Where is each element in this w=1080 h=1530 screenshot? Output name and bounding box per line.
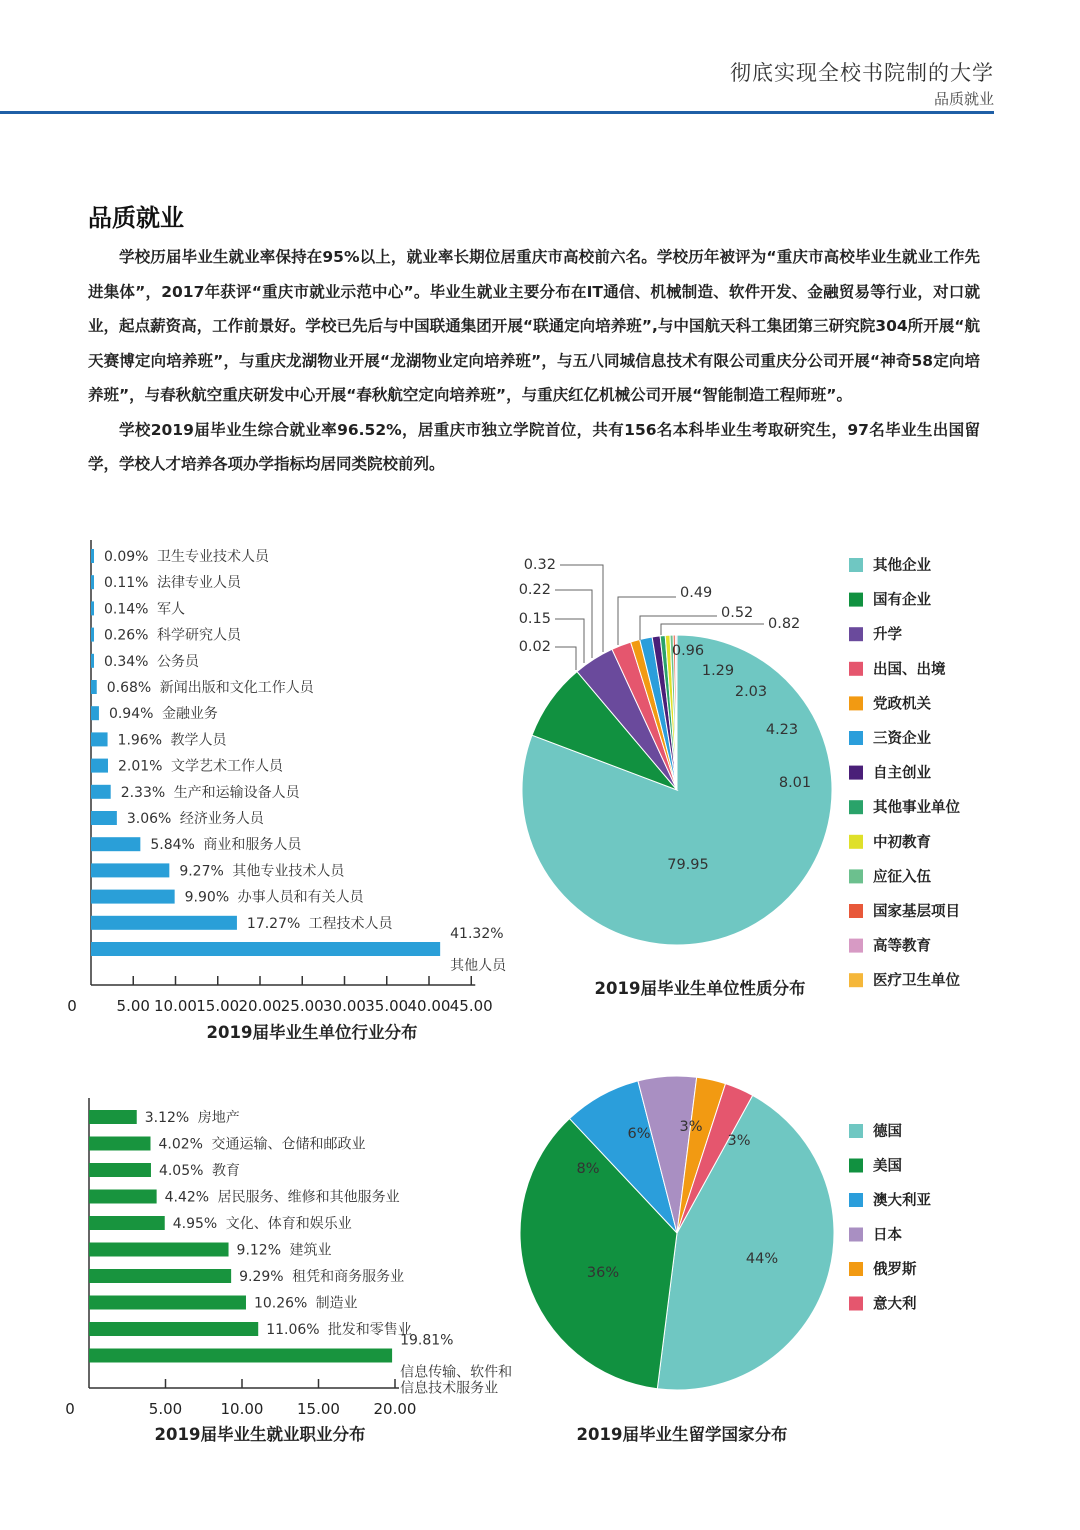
legend-swatch xyxy=(849,627,863,641)
pie-slice-label: 0.22 xyxy=(518,582,551,598)
bar xyxy=(89,1216,165,1230)
pie-slice-label: 4.23 xyxy=(765,722,799,738)
x-tick-label: 15.00 xyxy=(297,1400,340,1418)
pie-slice-label: 0.32 xyxy=(523,557,556,573)
bar-category-label: 军人 xyxy=(157,601,185,618)
bar xyxy=(91,575,94,589)
legend-swatch xyxy=(849,731,863,745)
pie-slice-label: 0.82 xyxy=(768,616,801,632)
bar-value-label: 0.26% xyxy=(104,627,149,644)
legend-label: 医疗卫生单位 xyxy=(873,973,960,990)
bar xyxy=(91,706,99,720)
bar xyxy=(89,1349,392,1363)
header-title: 彻底实现全校书院制的大学 xyxy=(730,61,994,85)
legend-label: 美国 xyxy=(873,1158,902,1175)
pie-slice-label: 36% xyxy=(586,1265,620,1281)
pie-slice-label: 0.15 xyxy=(518,611,551,627)
bar-category-label: 其他专业技术人员 xyxy=(232,863,345,880)
bar xyxy=(89,1190,157,1204)
legend-swatch xyxy=(849,835,863,849)
legend-label: 三资企业 xyxy=(873,731,931,747)
bar-value-label: 11.06% xyxy=(266,1322,320,1338)
bar xyxy=(89,1269,231,1283)
bar-category-label: 卫生专业技术人员 xyxy=(157,549,269,565)
bar-value-label: 9.29% xyxy=(239,1269,284,1285)
pie-slice-label: 8% xyxy=(576,1161,600,1177)
legend-swatch xyxy=(849,1124,863,1138)
legend-swatch xyxy=(849,904,863,918)
bar xyxy=(89,1110,137,1124)
x-tick-label: 10.00 xyxy=(220,1400,264,1418)
bar xyxy=(91,863,169,877)
legend-swatch xyxy=(849,939,863,953)
x-tick-label: 0 xyxy=(67,997,77,1015)
legend-swatch xyxy=(849,1297,863,1311)
paragraph-2: 学校2019届毕业生综合就业率96.52%，居重庆市独立学院首位，共有156名本科毕业生考取研究生，97名毕业生出国留学，学校人才培养各项办学指标均居同类院校前列。 xyxy=(88,420,980,473)
bar-value-label: 4.42% xyxy=(164,1189,210,1206)
bar xyxy=(91,680,97,694)
bar-category-label: 其他人员 xyxy=(450,958,507,974)
header-subtitle: 品质就业 xyxy=(933,90,994,108)
bar-category-label: 批发和零售业 xyxy=(327,1322,412,1338)
bar-value-label: 3.12% xyxy=(144,1110,190,1126)
legend-label: 升学 xyxy=(873,627,902,644)
bar xyxy=(91,601,94,615)
bar-value-label: 2.01% xyxy=(117,758,163,775)
bar xyxy=(91,654,94,668)
bar-value-label: 2.33% xyxy=(120,784,166,801)
legend-label: 党政机关 xyxy=(873,696,931,713)
legend-label: 中初教育 xyxy=(873,834,931,851)
legend-swatch xyxy=(849,1262,863,1276)
legend-label: 意大利 xyxy=(873,1296,917,1313)
bar-value-label: 0.09% xyxy=(104,549,149,565)
bar-category-label: 文化、体育和娱乐业 xyxy=(225,1216,352,1232)
bar-category-label: 商业和服务人员 xyxy=(203,837,302,854)
bar-value-label: 4.02% xyxy=(158,1136,203,1153)
legend-label: 澳大利亚 xyxy=(873,1193,931,1209)
bar-value-label: 17.27% xyxy=(246,915,301,932)
bar-category-label: 办事人员和有关人员 xyxy=(237,889,364,906)
x-tick-label: 35.00 xyxy=(365,997,409,1015)
bar-value-label: 0.34% xyxy=(104,653,149,670)
legend-swatch xyxy=(849,696,863,710)
bar-category-label: 文学艺术工作人员 xyxy=(170,758,283,775)
legend-label: 德国 xyxy=(873,1124,902,1140)
pie-slice-label: 3% xyxy=(727,1133,751,1149)
x-tick-label: 0 xyxy=(65,1400,75,1418)
pie-slice-label: 1.29 xyxy=(701,663,735,679)
bar-value-label: 0.14% xyxy=(104,601,149,618)
bar-category-label: 新闻出版和文化工作人员 xyxy=(159,680,314,696)
bar-value-label: 10.26% xyxy=(253,1295,308,1312)
legend-swatch xyxy=(849,973,863,987)
legend-label: 高等教育 xyxy=(873,938,931,955)
bar xyxy=(91,890,175,904)
bar-category-label: 教育 xyxy=(211,1163,240,1179)
section-title: 品质就业 xyxy=(88,204,184,232)
bar xyxy=(89,1296,246,1310)
bar xyxy=(91,785,111,799)
bar xyxy=(91,549,94,563)
legend-swatch xyxy=(849,1159,863,1173)
bar xyxy=(91,759,108,773)
bar-category-label: 房地产 xyxy=(197,1110,240,1126)
bar-value-label: 1.96% xyxy=(117,732,163,749)
pie-slice-label: 79.95 xyxy=(667,857,709,873)
x-tick-label: 45.00 xyxy=(449,997,493,1015)
bar xyxy=(91,837,140,851)
bar-value-label: 9.90% xyxy=(184,889,230,906)
pie-leader-line xyxy=(661,624,764,635)
bar-value-label: 4.05% xyxy=(158,1163,204,1179)
x-tick-label: 20.00 xyxy=(238,997,282,1015)
bar xyxy=(91,628,94,642)
bar xyxy=(91,942,440,956)
bar-category-label: 租凭和商务服务业 xyxy=(292,1269,405,1285)
x-tick-label: 20.00 xyxy=(373,1400,417,1418)
chart-title: 2019届毕业生留学国家分布 xyxy=(576,1425,788,1444)
paragraph-1: 学校历届毕业生就业率保持在95%以上，就业率长期位居重庆市高校前六名。学校历年被评为“重庆市高校毕业生就业工作先进集体”，2017年获评“重庆市就业示范中心”。毕业生就业主要分布在IT通信、机械制造、软件开发、金融贸易等行业，对口就业，起点薪资高，工作前景好。学校已先后与中国联通集团开展“联通定向培养班”,与中国航天科工集团第三研究院304所开展“航天赛博定向培养班”，与重庆龙湖物业开展“龙湖物业定向培养班”，与五八同城信息技术有限公司重庆分公司开展“神奇58定向培养班”，与春秋航空重庆研发中心开展“春秋航空定向培养班”，与重庆红亿机械公司开展“智能制造工程师班”。 xyxy=(88,248,980,404)
legend-label: 俄罗斯 xyxy=(873,1262,917,1278)
bar xyxy=(89,1322,258,1336)
pie-slice-label: 0.02 xyxy=(518,639,551,655)
legend-swatch xyxy=(849,662,863,676)
legend-swatch xyxy=(849,558,863,572)
bar-value-label: 0.11% xyxy=(104,575,149,592)
x-tick-label: 40.00 xyxy=(407,997,451,1015)
legend-label: 应征入伍 xyxy=(873,869,931,886)
bar-category-label: 交通运输、仓储和邮政业 xyxy=(211,1136,366,1153)
x-tick-label: 30.00 xyxy=(323,997,366,1015)
legend-swatch xyxy=(849,1193,863,1207)
pie-slice-label: 0.96 xyxy=(671,643,705,659)
bar xyxy=(89,1137,151,1151)
legend-label: 国家基层项目 xyxy=(873,904,960,920)
bar-value-label: 9.27% xyxy=(179,863,224,880)
legend-label: 其他事业单位 xyxy=(873,800,960,817)
pie-leader-line xyxy=(560,565,603,652)
pie-slice-label: 0.49 xyxy=(680,585,713,601)
pie-slice-label: 3% xyxy=(679,1119,703,1135)
x-tick-label: 15.00 xyxy=(196,997,240,1015)
bar-category-label: 信息传输、软件和 xyxy=(400,1364,513,1381)
legend-label: 其他企业 xyxy=(873,558,931,574)
pie-slice-label: 0.52 xyxy=(721,605,754,621)
legend-label: 国有企业 xyxy=(873,592,931,609)
legend-swatch xyxy=(849,1228,863,1242)
bar-value-label: 0.68% xyxy=(106,680,152,696)
chart-title: 2019届毕业生单位性质分布 xyxy=(594,979,806,998)
chart-title: 2019届毕业生就业职业分布 xyxy=(154,1425,366,1444)
legend-swatch xyxy=(849,800,863,814)
bar-category-label: 生产和运输设备人员 xyxy=(173,784,300,801)
legend-swatch xyxy=(849,593,863,607)
bar-value-label: 9.12% xyxy=(236,1242,282,1259)
pie-leader-line xyxy=(555,619,584,663)
bar xyxy=(91,732,108,746)
bar-category-label: 居民服务、维修和其他服务业 xyxy=(217,1189,400,1206)
bar-category-label: 金融业务 xyxy=(161,706,218,723)
chart-title: 2019届毕业生单位行业分布 xyxy=(206,1023,418,1042)
bar-category-label: 制造业 xyxy=(315,1295,358,1312)
bar-category-label: 工程技术人员 xyxy=(308,915,393,932)
legend-label: 自主创业 xyxy=(873,765,931,782)
bar xyxy=(91,811,117,825)
bar xyxy=(89,1163,151,1177)
legend-swatch xyxy=(849,869,863,883)
bar-category-label: 信息技术服务业 xyxy=(400,1380,499,1397)
bar xyxy=(91,916,237,930)
bar-category-label: 建筑业 xyxy=(289,1242,332,1259)
pie-leader-line xyxy=(555,647,576,670)
x-tick-label: 10.00 xyxy=(154,997,197,1015)
bar-category-label: 科学研究人员 xyxy=(157,627,241,644)
bar-category-label: 公务员 xyxy=(157,653,199,670)
pie-slice-label: 44% xyxy=(745,1251,779,1267)
legend-label: 日本 xyxy=(873,1227,902,1244)
x-tick-label: 5.00 xyxy=(148,1400,183,1418)
pie-leader-line xyxy=(555,590,592,658)
legend-swatch xyxy=(849,766,863,780)
pie-slice-label: 2.03 xyxy=(734,684,768,700)
bar-category-label: 法律专业人员 xyxy=(157,575,241,592)
bar-value-label: 4.95% xyxy=(172,1216,218,1232)
bar-value-label: 3.06% xyxy=(126,811,172,827)
bar-value-label: 41.32% xyxy=(450,926,504,942)
x-tick-label: 5.00 xyxy=(116,997,150,1015)
bar-category-label: 经济业务人员 xyxy=(179,811,264,827)
pie-slice-label: 8.01 xyxy=(778,775,812,791)
bar-value-label: 0.94% xyxy=(108,706,154,723)
bar-value-label: 19.81% xyxy=(400,1332,454,1349)
bar-category-label: 教学人员 xyxy=(170,732,227,749)
pie-slice-label: 6% xyxy=(627,1126,651,1142)
bar-value-label: 5.84% xyxy=(150,837,195,854)
legend-label: 出国、出境 xyxy=(873,661,946,678)
x-tick-label: 25.00 xyxy=(280,997,324,1015)
bar xyxy=(89,1243,229,1257)
